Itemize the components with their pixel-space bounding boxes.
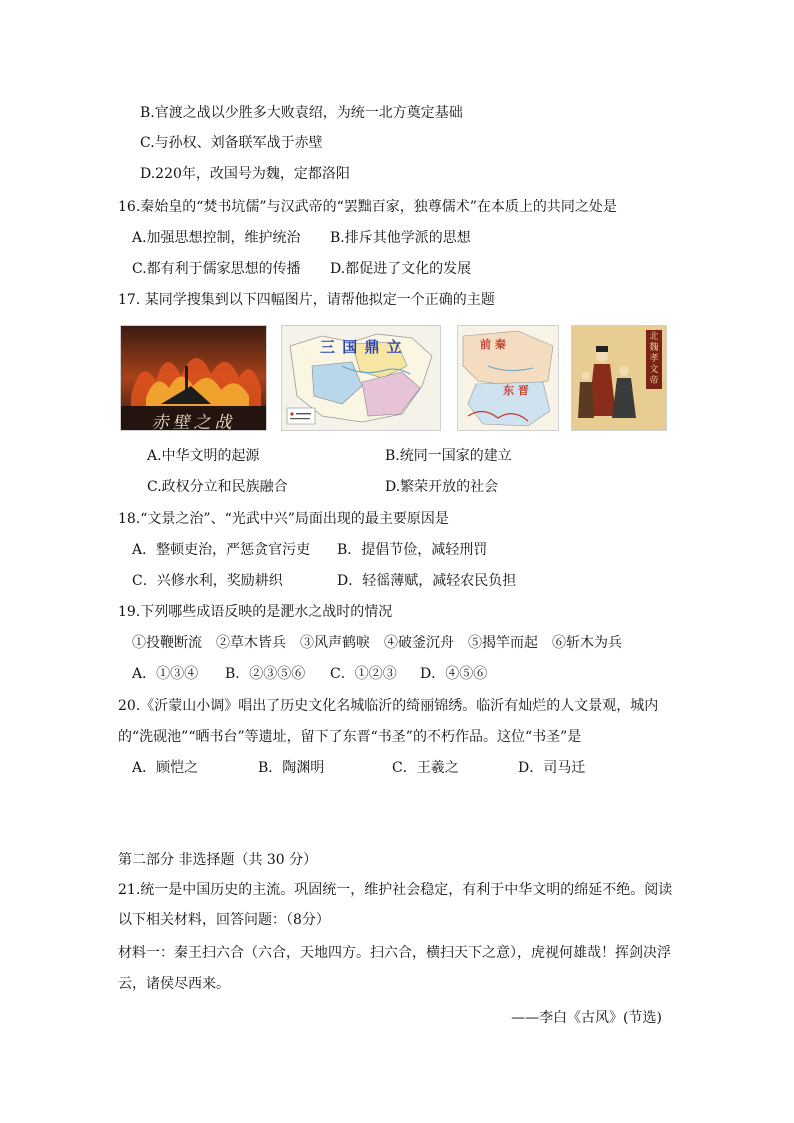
q15-option-d: D.220年，改国号为魏，定都洛阳 [140,166,350,182]
material-one-line2: 云，诸侯尽西来。 [118,976,230,992]
q16-option-d: D.都促进了文化的发展 [330,261,472,277]
q20-stem-line1: 20.《沂蒙山小调》唱出了历史文化名城临沂的绮丽锦绣。临沂有灿烂的人文景观，城内 [118,698,659,714]
three-kingdoms-title: 三 国 鼎 立 [320,338,403,356]
q17-option-a: A.中华文明的起源 [147,448,260,464]
q18-option-a: A．整顿吏治，严惩贪官污吏 [132,542,311,558]
q18-stem: 18.“文景之治”、“光武中兴”局面出现的最主要原因是 [118,511,449,527]
q19-option-c: C．①②③ [330,666,397,682]
material-citation: ——李白《古风》(节选) [511,1010,662,1026]
q18-option-b: B．提倡节俭，减轻刑罚 [337,542,488,558]
q20-option-c: C．王羲之 [392,760,459,776]
three-kingdoms-map-image [281,325,441,431]
q15-option-b: B.官渡之战以少胜多大败袁绍，为统一北方奠定基础 [140,105,463,121]
q19-option-d: D．④⑤⑥ [420,666,488,682]
former-qin-label: 前 秦 [480,338,506,351]
eastern-jin-label: 东 晋 [503,384,529,397]
q17-stem: 17. 某同学搜集到以下四幅图片，请帮他拟定一个正确的主题 [118,292,495,308]
qin-jin-map-image [457,325,559,431]
q21-stem-line2: 以下相关材料，回答问题：（8分） [118,912,330,928]
q16-option-c: C.都有利于儒家思想的传播 [132,261,301,277]
q21-stem-line1: 21.统一是中国历史的主流。巩固统一，维护社会稳定，有利于中华文明的绵延不绝。阅读 [118,882,673,898]
q18-option-c: C．兴修水利，奖励耕织 [132,573,283,589]
q16-option-a: A.加强思想控制，维护统治 [132,230,301,246]
part2-heading: 第二部分 非选择题（共 30 分） [118,852,318,868]
q17-option-b: B.统同一国家的建立 [385,448,512,464]
chibi-caption: 赤壁之战 [151,413,236,431]
q16-option-b: B.排斥其他学派的思想 [330,230,471,246]
q17-option-c: C.政权分立和民族融合 [147,479,288,495]
q19-idioms: ①投鞭断流 ②草木皆兵 ③风声鹤唳 ④破釜沉舟 ⑤揭竿而起 ⑥斩木为兵 [132,635,622,651]
q20-stem-line2: 的“洗砚池”“晒书台”等遗址，留下了东晋“书圣”的不朽作品。这位“书圣”是 [118,729,582,745]
q19-option-b: B．②③⑤⑥ [225,666,306,682]
q16-stem: 16.秦始皇的“焚书坑儒”与汉武帝的“罢黜百家，独尊儒术”在本质上的共同之处是 [118,199,617,215]
chibi-battle-image [120,325,267,431]
q18-option-d: D．轻徭薄赋，减轻农民负担 [337,573,517,589]
xiaowen-banner: 北魏孝文帝 [646,330,662,389]
q20-option-a: A．顾恺之 [132,760,199,776]
q19-stem: 19.下列哪些成语反映的是淝水之战时的情况 [118,604,393,620]
q19-option-a: A．①③④ [132,666,199,682]
q20-option-b: B．陶渊明 [258,760,325,776]
xiaowen-emperor-image [571,325,667,431]
q20-option-d: D．司马迁 [518,760,586,776]
qin-jin-map [458,326,558,430]
material-one-line1: 材料一：秦王扫六合（六合，天地四方。扫六合，横扫天下之意），虎视何雄哉！挥剑决浮 [118,945,671,961]
q15-option-c: C.与孙权、刘备联军战于赤壁 [140,135,323,151]
q17-option-d: D.繁荣开放的社会 [385,479,499,495]
